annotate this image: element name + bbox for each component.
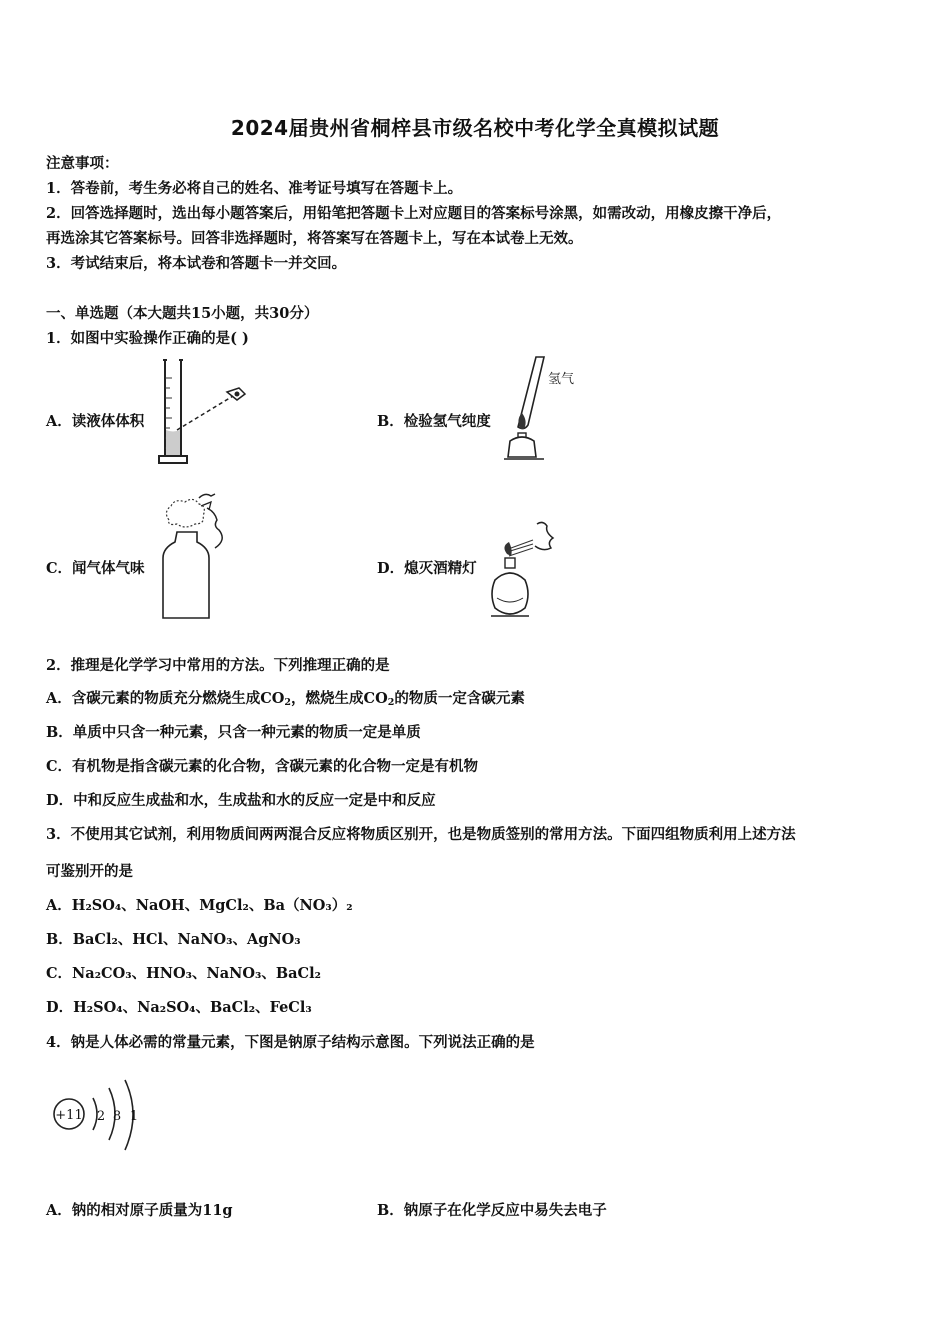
notice-heading: 注意事项： <box>46 155 119 172</box>
q3-option-a: A．H₂SO₄、NaOH、MgCl₂、Ba（NO₃）₂ <box>46 897 353 914</box>
smell-gas-figure <box>155 492 245 622</box>
sodium-atom-diagram <box>45 1072 155 1162</box>
page-title: 2024届贵州省桐梓县市级名校中考化学全真模拟试题 <box>230 116 720 140</box>
q2-option-c: C．有机物是指含碳元素的化合物，含碳元素的化合物一定是有机物 <box>46 758 479 775</box>
shell-1-electrons: 2 <box>96 1109 106 1124</box>
notice-item: 再选涂其它答案标号。回答非选择题时，将答案写在答题卡上，写在本试卷上无效。 <box>46 230 583 247</box>
shell-3-electrons: 1 <box>129 1109 139 1124</box>
subscript: 2 <box>387 697 395 708</box>
q2-option-b: B．单质中只含一种元素，只含一种元素的物质一定是单质 <box>46 724 421 741</box>
q2-option-a-part1: A．含碳元素的物质充分燃烧生成CO <box>46 690 285 707</box>
q4-option-b: B．钠原子在化学反应中易失去电子 <box>377 1202 607 1219</box>
nucleus-charge: +11 <box>55 1108 83 1123</box>
q2-option-a-part2: ，燃烧生成CO <box>291 690 388 707</box>
notice-item: 2．回答选择题时，选出每小题答案后，用铅笔把答题卡上对应题目的答案标号涂黑，如需改动，用橡皮擦干净后， <box>46 205 782 222</box>
q1-stem: 1．如图中实验操作正确的是( ) <box>46 330 249 347</box>
fig-b-label-1: 氢气 <box>548 372 575 387</box>
q2-option-a-part3: 的物质一定含碳元素 <box>394 690 525 707</box>
q3-option-c: C．Na₂CO₃、HNO₃、NaNO₃、BaCl₂ <box>46 965 321 982</box>
extinguish-lamp-figure <box>487 520 577 630</box>
q2-option-a <box>46 687 525 708</box>
q3-option-b: B．BaCl₂、HCl、NaNO₃、AgNO₃ <box>46 931 301 948</box>
q1-option-a: A．读液体体积 <box>46 413 145 430</box>
section-heading: 一、单选题（本大题共15小题，共30分） <box>46 305 319 322</box>
q3-stem-line2: 可鉴别开的是 <box>46 863 133 880</box>
q1-option-d: D．熄灭酒精灯 <box>377 560 477 577</box>
q2-option-d: D．中和反应生成盐和水，生成盐和水的反应一定是中和反应 <box>46 792 436 809</box>
q4-stem: 4．钠是人体必需的常量元素，下图是钠原子结构示意图。下列说法正确的是 <box>46 1034 535 1051</box>
notice-item: 1．答卷前，考生务必将自己的姓名、准考证号填写在答题卡上。 <box>46 180 463 197</box>
subscript: 2 <box>284 697 292 708</box>
graduated-cylinder-figure <box>155 358 255 468</box>
notice-item: 3．考试结束后，将本试卷和答题卡一并交回。 <box>46 255 347 272</box>
q3-stem-line1: 3．不使用其它试剂，利用物质间两两混合反应将物质区别开，也是物质签别的常用方法。下面四组物质利用上述方法 <box>46 826 796 843</box>
hydrogen-test-figure <box>500 355 580 470</box>
shell-2-electrons: 8 <box>112 1109 122 1124</box>
q1-option-b: B．检验氢气纯度 <box>377 413 491 430</box>
q3-option-d: D．H₂SO₄、Na₂SO₄、BaCl₂、FeCl₃ <box>46 999 312 1016</box>
q2-stem: 2．推理是化学学习中常用的方法。下列推理正确的是 <box>46 657 390 674</box>
q1-option-c: C．闻气体气味 <box>46 560 145 577</box>
q4-option-a: A．钠的相对原子质量为11g <box>46 1202 233 1219</box>
